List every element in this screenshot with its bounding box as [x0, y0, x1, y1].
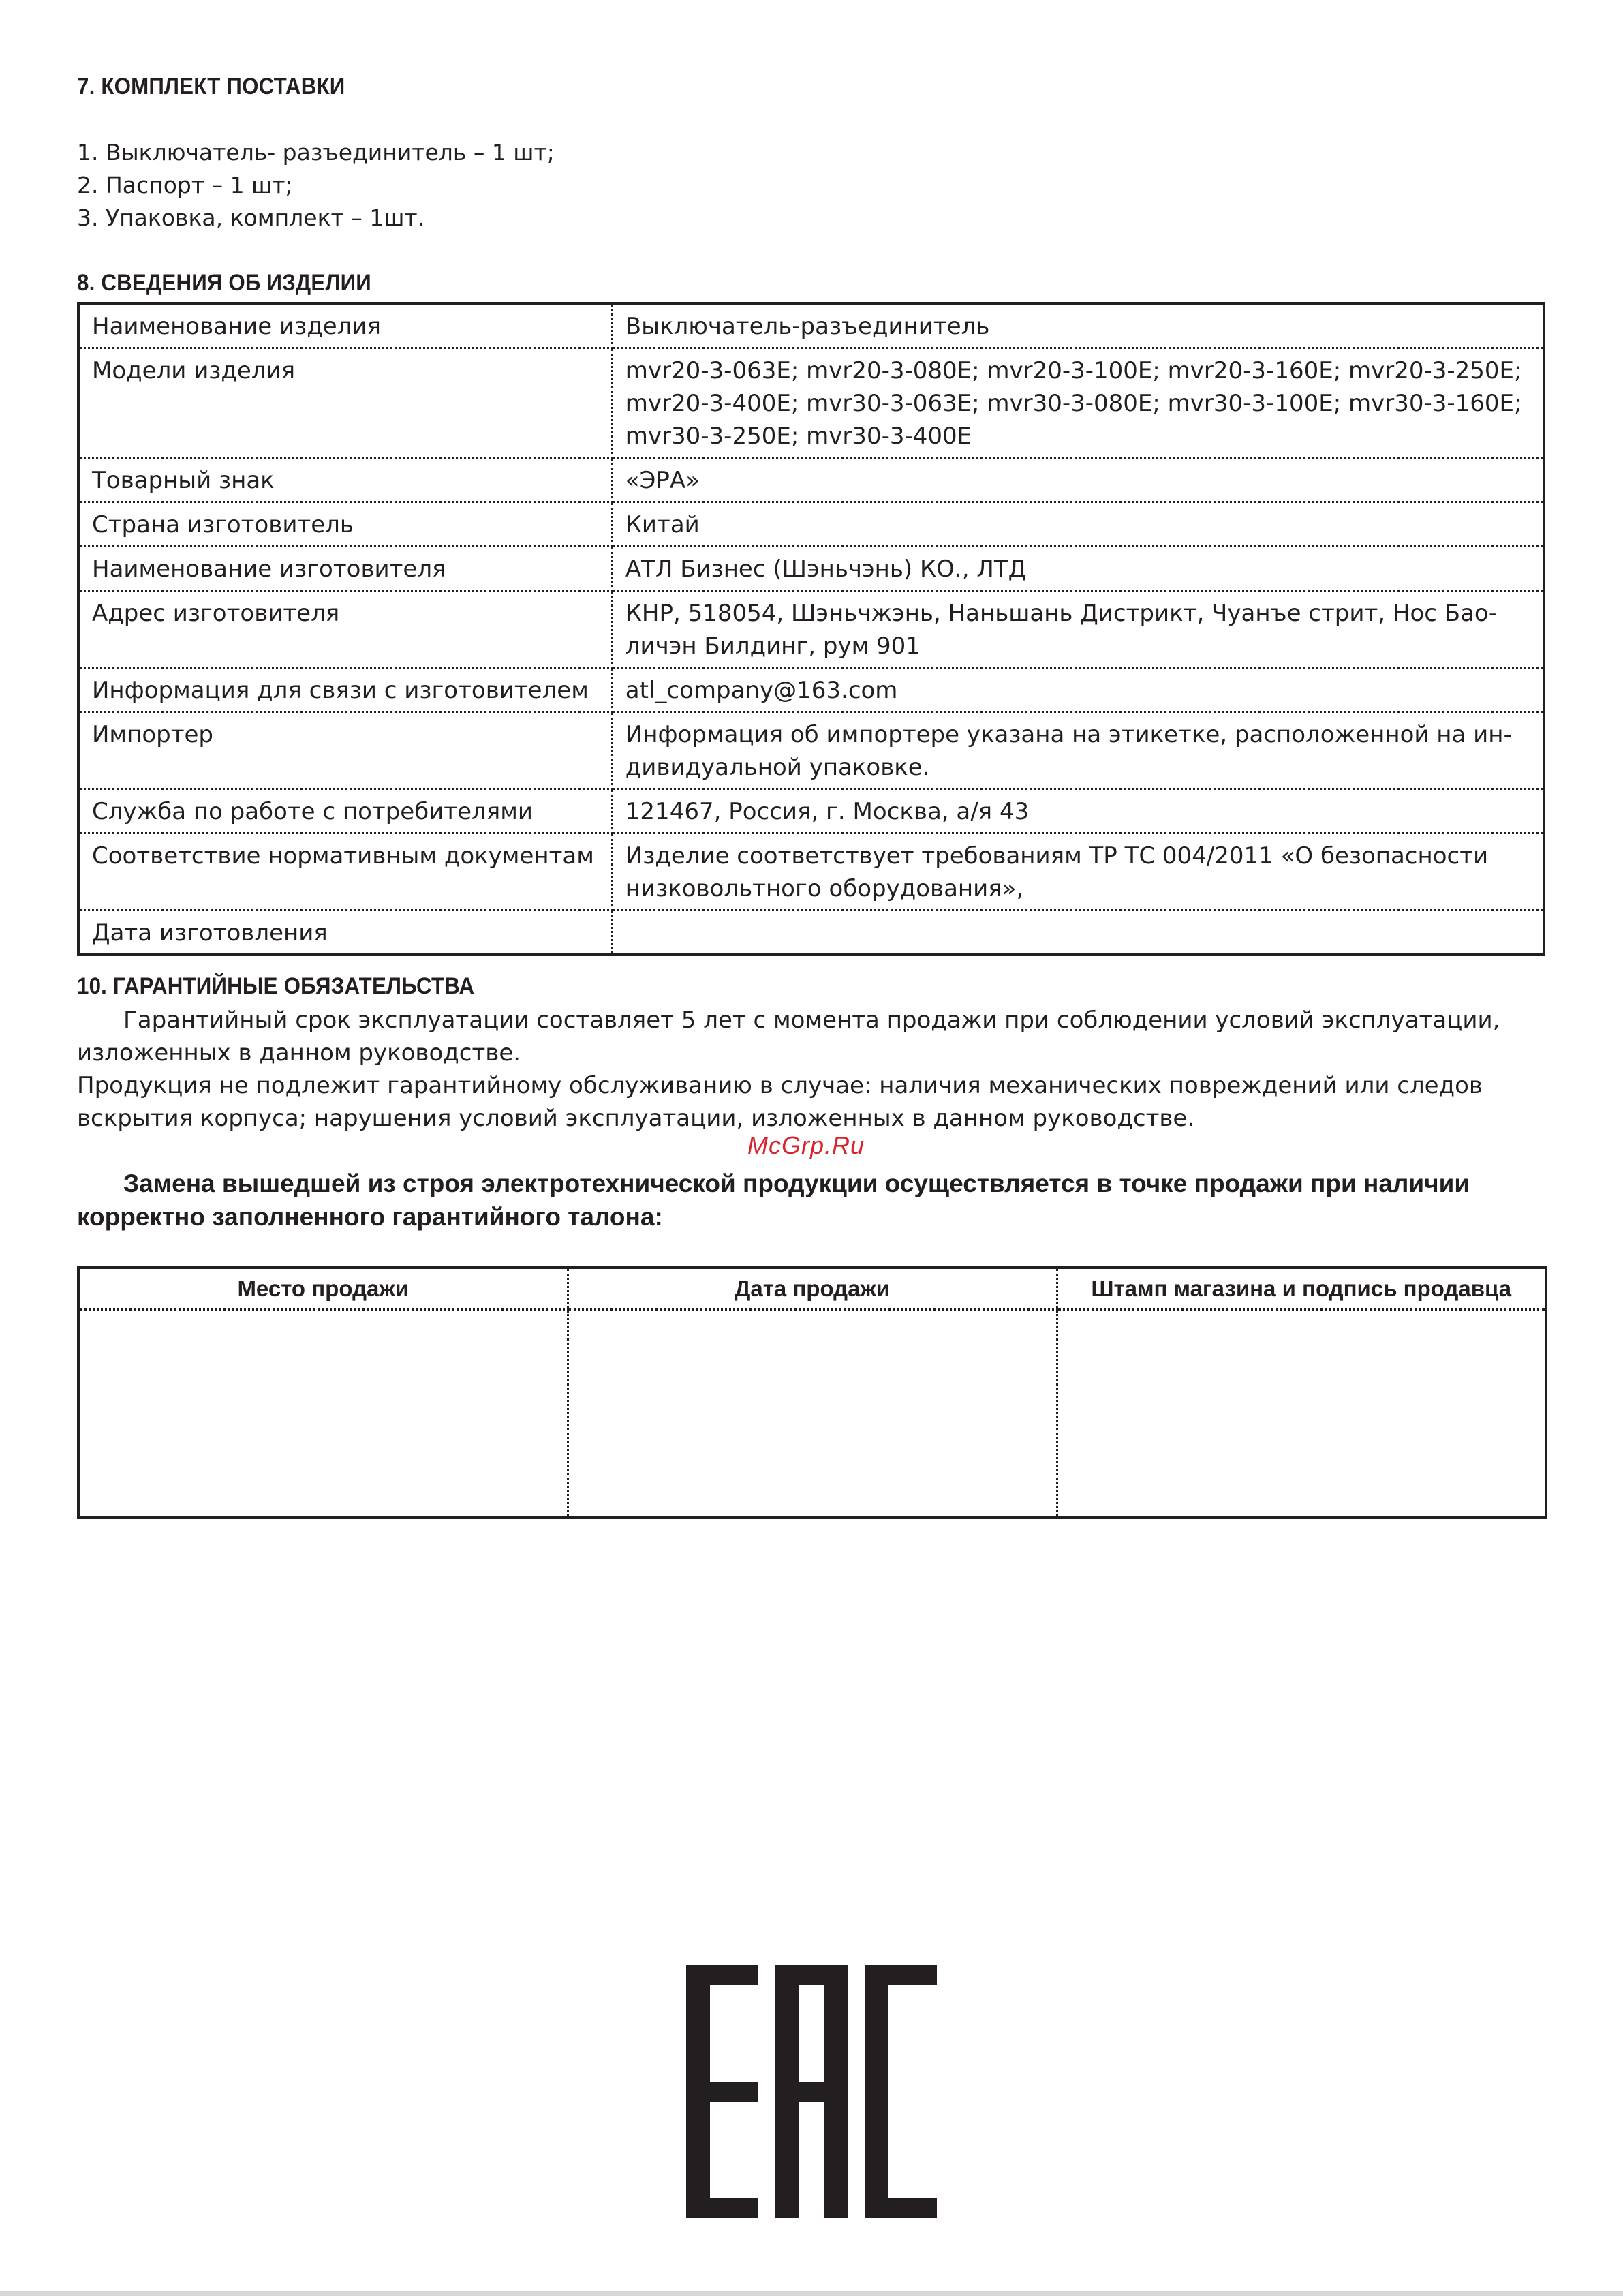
coupon-cell-stamp[interactable] — [1057, 1310, 1546, 1518]
list-item: 3. Упаковка, комплект – 1шт. — [77, 204, 425, 231]
watermark: McGrp.Ru — [747, 1131, 865, 1159]
warranty-term-paragraph: Гарантийный срок эксплуатации составляет 5 лет с момента продажи при соблюдении условий эксплуатации, изложенных в данном руководстве. — [77, 1007, 1500, 1067]
section-10-title: 10. ГАРАНТИЙНЫЕ ОБЯЗАТЕЛЬСТВА — [77, 973, 475, 999]
table-row — [78, 712, 1544, 789]
table-row — [78, 591, 1544, 668]
row-label: Дата изготовления — [78, 910, 612, 955]
row-label: Импортер — [78, 712, 612, 789]
row-value: «ЭРА» — [612, 458, 1544, 502]
row-label: Служба по работе с потребителями — [78, 789, 612, 833]
row-value: КНР, 518054, Шэньчжэнь, Наньшань Дистрикт, Чуанъе стрит, Нос Бао-личэн Билдинг, рум 901 — [612, 591, 1544, 668]
row-value: Изделие соответствует требованиям ТР ТС 004/2011 «О безопасности низковольтного оборудования», — [612, 833, 1544, 910]
table-row — [78, 668, 1544, 712]
section-8-title: 8. СВЕДЕНИЯ ОБ ИЗДЕЛИИ — [77, 270, 371, 296]
table-row — [78, 348, 1544, 458]
row-label: Страна изготовитель — [78, 502, 612, 547]
table-row — [78, 789, 1544, 833]
row-label: Наименование изготовителя — [78, 547, 612, 591]
row-label: Адрес изготовителя — [78, 591, 612, 668]
row-label: Наименование изделия — [78, 303, 612, 348]
coupon-header-date: Дата продажи — [568, 1268, 1057, 1310]
page-bottom-edge — [0, 2291, 1623, 2296]
row-value: mvr20-3-063E; mvr20-3-080E; mvr20-3-100E; mvr20-3-160E; mvr20-3-250E; mvr20-3-400E; mvr30-3-063E; mvr30-3-080E; mvr30-3-100E; mvr30-3-160E; mvr30-3-250E; mvr30-3-400E — [612, 348, 1544, 458]
warranty-exclusions-paragraph: Продукция не подлежит гарантийному обслуживанию в случае: наличия механических повреждений или следов вскрытия корпуса; нарушения условий эксплуатации, изложенных в данном руководстве. — [77, 1072, 1483, 1132]
eac-mark-icon — [686, 1965, 937, 2218]
row-value: АТЛ Бизнес (Шэньчэнь) КО., ЛТД — [612, 547, 1544, 591]
table-row — [78, 502, 1544, 547]
table-row — [78, 458, 1544, 502]
table-row — [78, 1268, 1546, 1310]
table-row — [78, 910, 1544, 955]
table-row — [78, 303, 1544, 348]
row-label: Соответствие нормативным документам — [78, 833, 612, 910]
row-label: Товарный знак — [78, 458, 612, 502]
section-7-title: 7. КОМПЛЕКТ ПОСТАВКИ — [77, 74, 345, 100]
row-value — [612, 910, 1544, 955]
coupon-header-stamp: Штамп магазина и подпись продавца — [1057, 1268, 1546, 1310]
row-value: Информация об импортере указана на этикетке, расположенной на ин-дивидуальной упаковке. — [612, 712, 1544, 789]
replacement-paragraph: Замена вышедшей из строя электротехнической продукции осуществляется в точке продажи при наличии корректно заполненного гарантийного талона: — [77, 1169, 1470, 1231]
coupon-header-place: Место продажи — [78, 1268, 568, 1310]
row-label: Информация для связи с изготовителем — [78, 668, 612, 712]
table-row — [78, 547, 1544, 591]
row-value: Китай — [612, 502, 1544, 547]
coupon-cell-date[interactable] — [568, 1310, 1057, 1518]
delivery-set-list — [77, 136, 555, 234]
table-row — [78, 833, 1544, 910]
row-value: 121467, Россия, г. Москва, а/я 43 — [612, 789, 1544, 833]
product-info-table — [77, 302, 1545, 956]
table-row — [78, 1310, 1546, 1518]
list-item: 1. Выключатель- разъединитель – 1 шт; — [77, 139, 555, 166]
list-item: 2. Паспорт – 1 шт; — [77, 172, 293, 198]
warranty-coupon-table — [77, 1266, 1547, 1519]
row-value: atl_company@163.com — [612, 668, 1544, 712]
row-value: Выключатель-разъединитель — [612, 303, 1544, 348]
row-label: Модели изделия — [78, 348, 612, 458]
coupon-cell-place[interactable] — [78, 1310, 568, 1518]
